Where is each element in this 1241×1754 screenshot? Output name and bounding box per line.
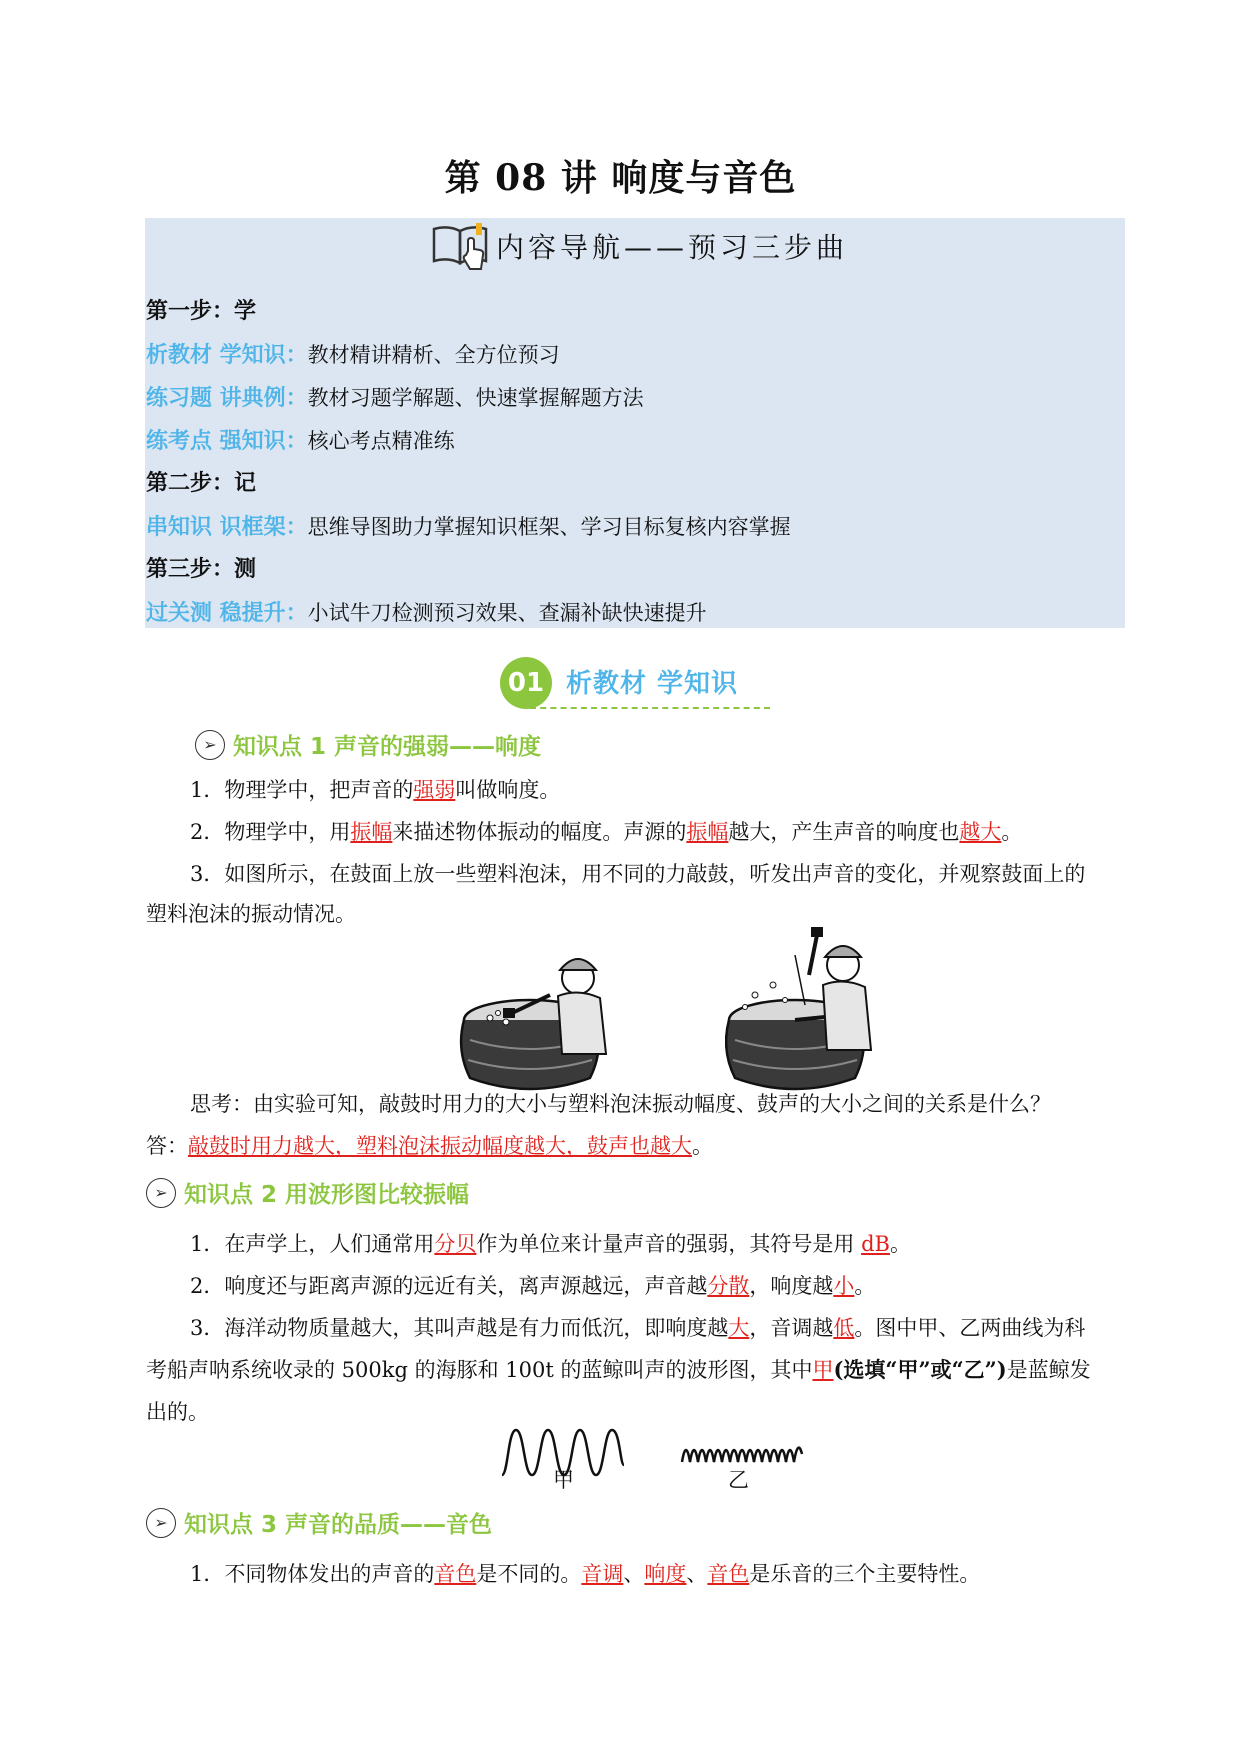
text: 叫做响度。 — [455, 778, 561, 802]
answer-text: 分散 — [707, 1274, 750, 1298]
text: 考船声呐系统收录的 500kg 的海豚和 100t 的蓝鲸叫声的波形图，其中 — [146, 1358, 813, 1382]
knowledge-point-3-heading — [146, 1506, 492, 1539]
arrow-circle-icon: ➢ — [146, 1178, 176, 1208]
section-title: 析教材 学知识 — [566, 669, 739, 699]
text: 越大，产生声音的响度也 — [728, 820, 960, 844]
kp3-paragraph-1 — [190, 1554, 980, 1594]
nav-item-text: 核心考点精准练 — [307, 429, 455, 453]
answer-text: 振幅 — [686, 820, 729, 844]
nav-item-label: 练考点 强知识： — [146, 429, 308, 454]
kp1-paragraph-3-line-1: 3．如图所示，在鼓面上放一些塑料泡沫，用不同的力敲鼓，听发出声音的变化，并观察鼓面上的 — [190, 862, 1086, 886]
nav-item-text: 教材精讲精析、全方位预习 — [307, 343, 560, 367]
arrow-circle-icon: ➢ — [195, 730, 225, 760]
drum-soft-strike-image — [450, 950, 620, 1105]
text: 。 — [854, 1274, 876, 1298]
nav-item-text: 思维导图助力掌握知识框架、学习目标复核内容掌握 — [307, 515, 791, 539]
kp1-paragraph-1 — [190, 770, 560, 810]
book-pointer-icon — [430, 217, 492, 275]
answer-text: 音色 — [434, 1562, 477, 1586]
answer-text: 振幅 — [350, 820, 393, 844]
answer-text: 分贝 — [434, 1232, 477, 1256]
text: 来描述物体振动的幅度。声源的 — [392, 820, 687, 844]
answer-text: dB — [861, 1232, 890, 1256]
content-navigation-panel — [145, 218, 1125, 628]
answer-text: 响度 — [644, 1562, 687, 1586]
step-1: 第一步：学 — [146, 299, 257, 324]
text: 是乐音的三个主要特性。 — [749, 1562, 981, 1586]
section-banner — [500, 655, 780, 715]
answer-text: 甲 — [812, 1358, 834, 1382]
knowledge-point-title: 知识点 3 声音的品质——音色 — [184, 1512, 493, 1538]
kp2-paragraph-3-line-1 — [190, 1308, 1085, 1348]
waveform-jia-label: 甲 — [553, 1468, 574, 1492]
answer-text: 敲鼓时用力越大，塑料泡沫振动幅度越大，鼓声也越大 — [188, 1134, 692, 1158]
nav-heading-text: 内容导航——预习三步曲 — [496, 231, 849, 264]
kp1-paragraph-3-line-2: 塑料泡沫的振动情况。 — [146, 902, 356, 926]
answer-text: 大 — [728, 1316, 750, 1340]
nav-item-text: 小试牛刀检测预习效果、查漏补缺快速提升 — [307, 601, 707, 625]
knowledge-point-2-heading — [146, 1176, 469, 1209]
text: 2．响度还与距离声源的远近有关，离声源越远，声音越 — [190, 1274, 708, 1298]
kp1-paragraph-2 — [190, 812, 1022, 852]
answer-text: 低 — [833, 1316, 855, 1340]
answer-text: 小 — [833, 1274, 855, 1298]
text: 1．物理学中，把声音的 — [190, 778, 414, 802]
kp2-paragraph-1 — [190, 1224, 911, 1264]
nav-item-2 — [146, 384, 644, 413]
nav-item-label: 练习题 讲典例： — [146, 386, 308, 411]
nav-item-5 — [146, 599, 707, 628]
nav-item-1 — [146, 341, 560, 370]
nav-item-text: 教材习题学解题、快速掌握解题方法 — [307, 386, 644, 410]
nav-item-label: 串知识 识框架： — [146, 515, 308, 540]
answer-text: 越大 — [959, 820, 1002, 844]
section-number-badge: 01 — [500, 657, 552, 709]
answer-text: 强弱 — [413, 778, 456, 802]
knowledge-point-1-heading — [195, 728, 541, 761]
text: 。图中甲、乙两曲线为科 — [854, 1316, 1086, 1340]
answer-text: 音调 — [581, 1562, 624, 1586]
answer-text: 音色 — [707, 1562, 750, 1586]
text: 2．物理学中，用 — [190, 820, 351, 844]
kp2-paragraph-2 — [190, 1266, 875, 1306]
text: 、 — [623, 1562, 645, 1586]
text: 。 — [889, 1232, 911, 1256]
nav-item-4 — [146, 513, 791, 542]
kp2-paragraph-3-line-3: 出的。 — [146, 1400, 209, 1424]
text: 是不同的。 — [476, 1562, 582, 1586]
text: 。 — [1001, 820, 1023, 844]
step-3: 第三步：测 — [146, 557, 257, 582]
text: 是蓝鲸发 — [1006, 1358, 1091, 1382]
answer-label: 答： — [146, 1134, 188, 1158]
nav-heading — [430, 216, 848, 276]
text: 3．海洋动物质量越大，其叫声越是有力而低沉，即响度越 — [190, 1316, 729, 1340]
kp2-paragraph-3-line-2 — [146, 1350, 1091, 1390]
knowledge-point-title: 知识点 2 用波形图比较振幅 — [184, 1182, 470, 1208]
knowledge-point-title: 知识点 1 声音的强弱——响度 — [233, 734, 542, 760]
think-question: 思考：由实验可知，敲鼓时用力的大小与塑料泡沫振动幅度、鼓声的大小之间的关系是什么？ — [190, 1092, 1051, 1116]
fill-instruction: (选填“甲”或“乙”) — [833, 1357, 1007, 1382]
nav-item-3 — [146, 427, 455, 456]
page-title: 第 08 讲 响度与音色 — [444, 157, 797, 199]
text: 1．在声学上，人们通常用 — [190, 1232, 435, 1256]
nav-item-label: 析教材 学知识： — [146, 343, 308, 368]
text: 、 — [686, 1562, 708, 1586]
step-2: 第二步：记 — [146, 471, 257, 496]
drum-hard-strike-image — [725, 925, 895, 1105]
waveform-yi-label: 乙 — [728, 1468, 749, 1492]
text: 。 — [692, 1134, 713, 1158]
nav-item-label: 过关测 稳提升： — [146, 601, 308, 626]
think-answer — [146, 1126, 713, 1166]
section-underline — [530, 707, 770, 709]
text: 1．不同物体发出的声音的 — [190, 1562, 435, 1586]
text: ，音调越 — [749, 1316, 834, 1340]
text: ，响度越 — [749, 1274, 834, 1298]
text: 作为单位来计量声音的强弱，其符号是用 — [476, 1232, 862, 1256]
arrow-circle-icon: ➢ — [146, 1508, 176, 1538]
